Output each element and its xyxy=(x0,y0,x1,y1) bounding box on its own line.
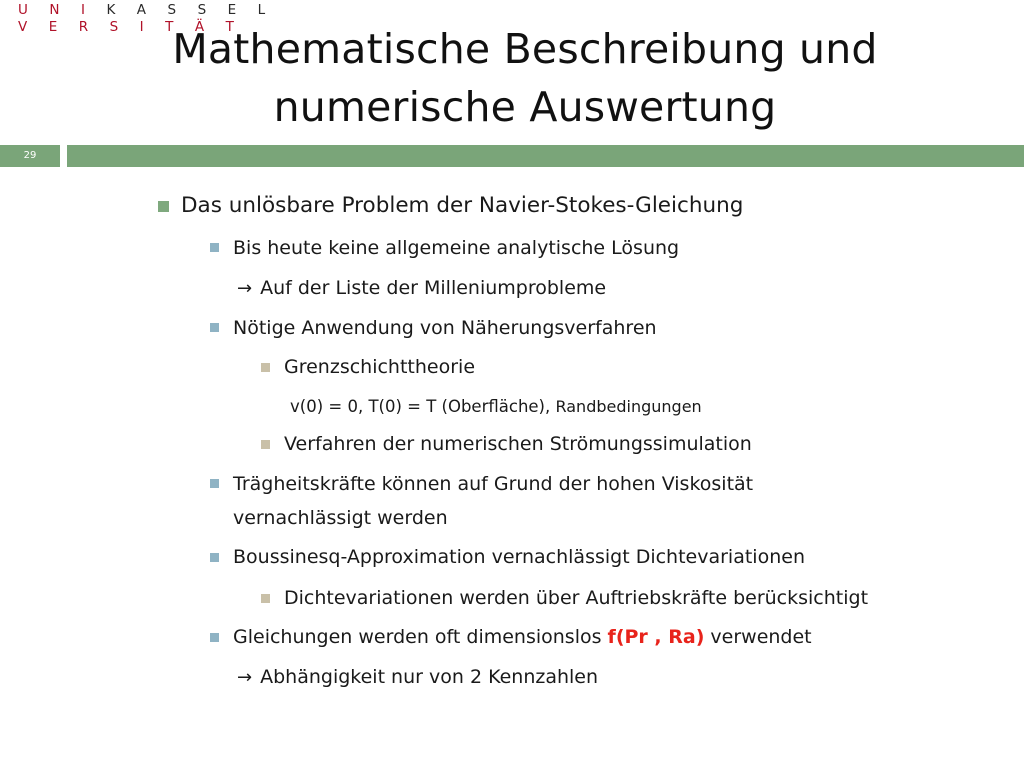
list-item: Trägheitskräfte können auf Grund der hohen Viskosität xyxy=(233,473,754,495)
logo-line-1: U N I K A S S E L xyxy=(18,2,274,18)
heading-item: Das unlösbare Problem der Navier-Stokes-Gleichung xyxy=(181,193,744,218)
logo-line-2: V E R S I T Ä T xyxy=(18,19,243,35)
square-bullet-icon xyxy=(210,633,219,642)
sub-list-item: Verfahren der numerischen Strömungssimulation xyxy=(284,433,752,455)
list-item-wrap: vernachlässigt werden xyxy=(233,507,448,529)
slide-number: 29 xyxy=(23,150,37,161)
list-item-continuation: → Abhängigkeit nur von 2 Kennzahlen xyxy=(237,664,598,691)
sub-list-note: v(0) = 0, T(0) = T (Oberfläche), Randbedingungen xyxy=(290,397,702,416)
sub-list-item: Grenzschichttheorie xyxy=(284,356,476,378)
list-item: Boussinesq-Approximation vernachlässigt Dichtevariationen xyxy=(233,546,805,568)
arrow-right-icon: → xyxy=(237,278,253,299)
square-bullet-icon xyxy=(261,363,270,372)
square-bullet-icon xyxy=(210,553,219,562)
square-bullet-icon xyxy=(261,440,270,449)
slide-title-line-1: Mathematische Beschreibung und xyxy=(172,25,878,73)
formula-highlight: f(Pr , Ra) xyxy=(607,626,705,648)
square-bullet-icon xyxy=(261,594,270,603)
arrow-right-icon: → xyxy=(237,667,253,688)
square-bullet-icon xyxy=(210,323,219,332)
slide-title-line-2: numerische Auswertung xyxy=(273,83,777,131)
square-bullet-icon xyxy=(210,479,219,488)
list-item: Nötige Anwendung von Näherungsverfahren xyxy=(233,317,657,339)
list-item: Gleichungen werden oft dimensionslos f(Pr , Ra) verwendet xyxy=(233,626,812,648)
square-bullet-icon xyxy=(210,243,219,252)
square-bullet-icon xyxy=(158,201,169,212)
list-item-continuation: → Auf der Liste der Milleniumprobleme xyxy=(237,275,606,302)
list-item: Bis heute keine allgemeine analytische Lösung xyxy=(233,237,680,259)
sub-list-item: Dichtevariationen werden über Auftriebskräfte berücksichtigt xyxy=(284,587,869,609)
